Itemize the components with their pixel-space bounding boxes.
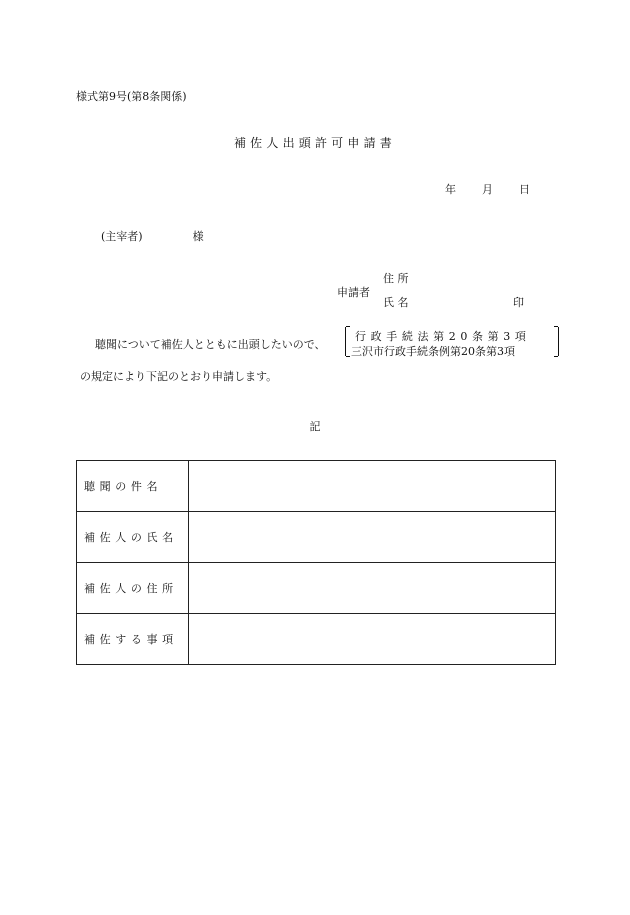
addressee-honorific: 様	[192, 230, 204, 243]
addressee-role: (主宰者)	[101, 230, 143, 243]
page-title: 補佐人出頭許可申請書	[233, 136, 396, 150]
table-row	[77, 512, 556, 563]
row-value-assistant-name[interactable]	[189, 512, 556, 563]
table-row	[77, 614, 556, 665]
row-label: 補佐人の氏名	[77, 512, 189, 563]
table-row	[77, 461, 556, 512]
applicant-address-label: 住 所	[383, 272, 409, 285]
date-month-label: 月	[482, 183, 493, 196]
ki-heading: 記	[309, 420, 321, 433]
row-value-assistance-matters[interactable]	[189, 614, 556, 665]
row-label: 補佐する事項	[77, 614, 189, 665]
applicant-label: 申請者	[337, 286, 370, 299]
row-value-hearing-case[interactable]	[189, 461, 556, 512]
date-day-label: 日	[519, 183, 530, 196]
body-text-line2: の規定により下記のとおり申請します。	[80, 370, 278, 383]
row-value-assistant-address[interactable]	[189, 563, 556, 614]
table-row	[77, 563, 556, 614]
seal-mark: 印	[513, 296, 524, 309]
row-label: 聴聞の件名	[77, 461, 189, 512]
applicant-name-label: 氏 名	[383, 296, 409, 309]
row-label: 補佐人の住所	[77, 563, 189, 614]
date-year-label: 年	[445, 183, 456, 196]
body-text-line1: 聴聞について補佐人とともに出頭したいので、	[95, 338, 326, 351]
law-option-municipal: 三沢市行政手続条例第20条第3項	[351, 345, 515, 358]
law-option-national: 行政手続法第20条第3項	[355, 330, 531, 343]
items-table	[76, 460, 556, 665]
date-row	[445, 181, 530, 197]
form-number: 様式第9号(第8条関係)	[76, 90, 187, 103]
addressee	[101, 228, 204, 244]
